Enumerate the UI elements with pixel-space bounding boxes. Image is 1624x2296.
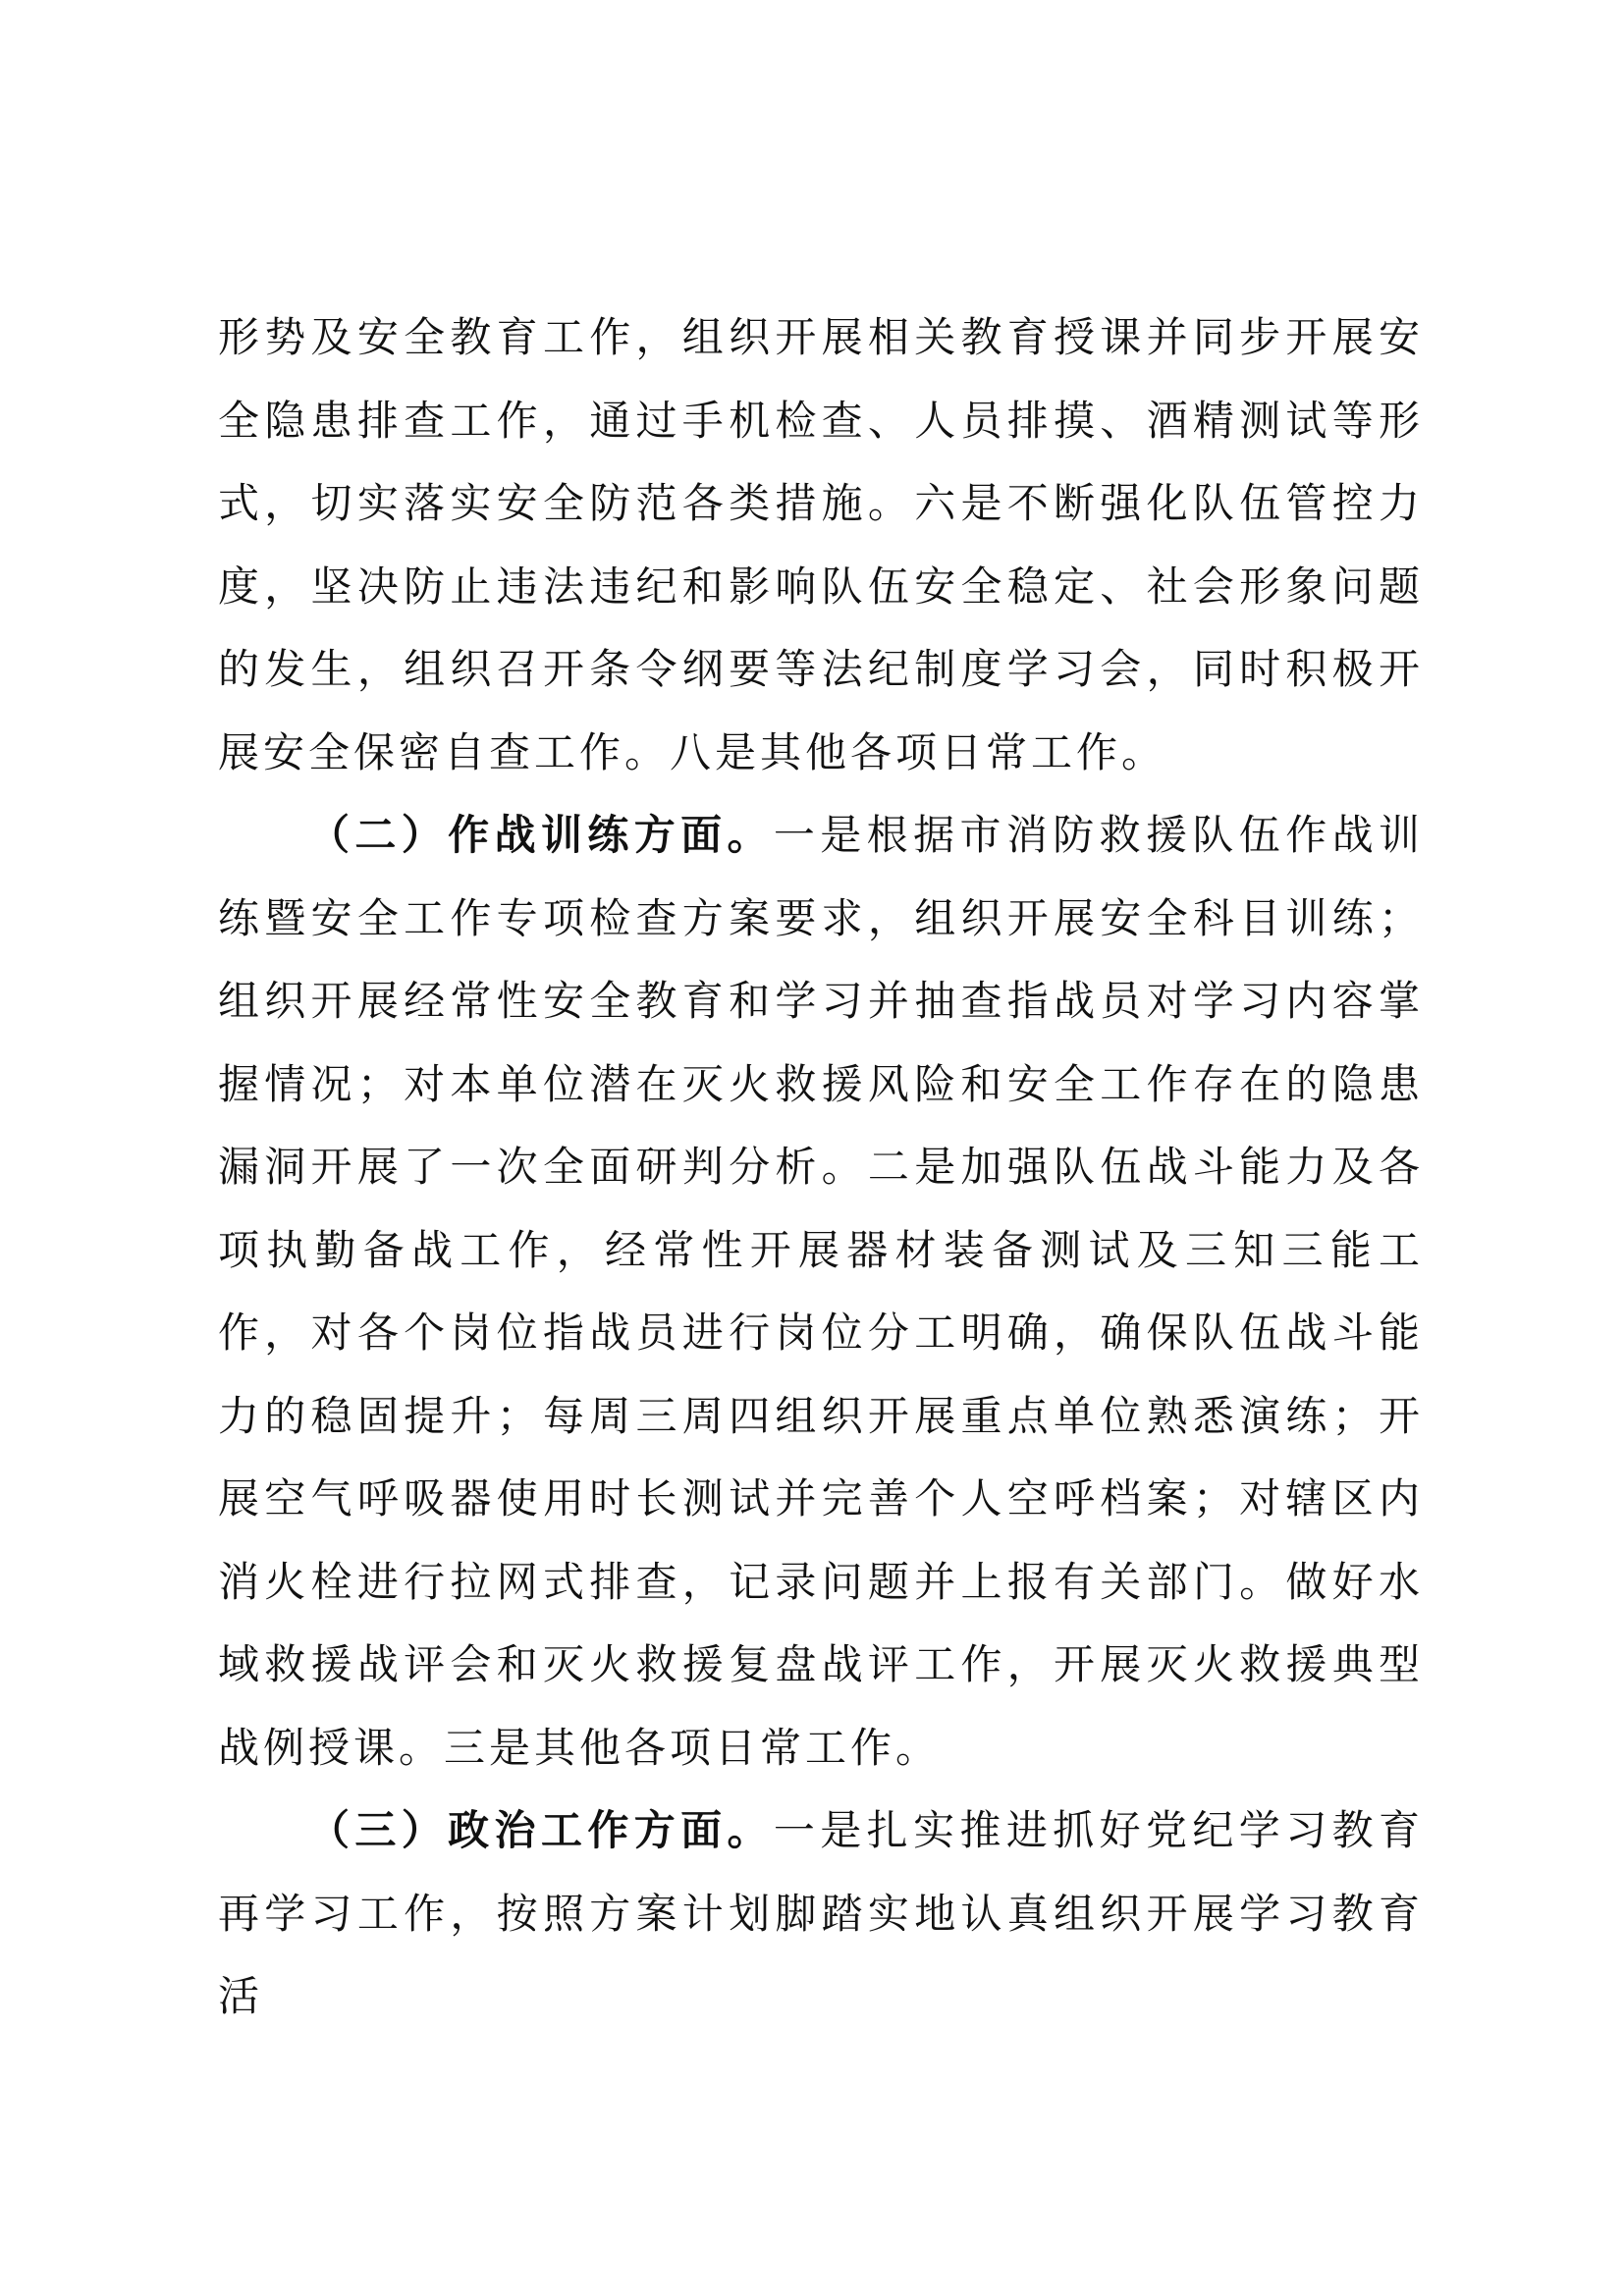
- section-heading: （二）作战训练方面。: [308, 811, 774, 859]
- paragraph-continuation: [218, 296, 1424, 794]
- document-body: [218, 296, 1424, 2039]
- paragraph-text: 一是扎实推进抓好党纪学习教育再学习工作，按照方案计划脚踏实地认真组织开展学习教育活: [218, 1806, 1424, 2020]
- paragraph-text: 一是根据市消防救援队伍作战训练暨安全工作专项检查方案要求，组织开展安全科目训练；组织开展经常性安全教育和学习并抽查指战员对学习内容掌握情况；对本单位潜在灭火救援风险和安全工作存在的隐患漏洞开展了一次全面研判分析。二是加强队伍战斗能力及各项执勤备战工作，经常性开展器材装备测试及三知三能工作，对各个岗位指战员进行岗位分工明确，确保队伍战斗能力的稳固提升；每周三周四组织开展重点单位熟悉演练；开展空气呼吸器使用时长测试并完善个人空呼档案；对辖区内消火栓进行拉网式排查，记录问题并上报有关部门。做好水域救援战评会和灭火救援复盘战评工作，开展灭火救援典型战例授课。三是其他各项日常工作。: [218, 811, 1424, 1772]
- paragraph-text: 形势及安全教育工作，组织开展相关教育授课并同步开展安全隐患排查工作，通过手机检查、人员排摸、酒精测试等形式，切实落实安全防范各类措施。六是不断强化队伍管控力度，坚决防止违法违纪和影响队伍安全稳定、社会形象问题的发生，组织召开条令纲要等法纪制度学习会，同时积极开展安全保密自查工作。八是其他各项日常工作。: [218, 313, 1424, 776]
- section-heading: （三）政治工作方面。: [308, 1806, 774, 1854]
- paragraph-combat-training: [218, 794, 1424, 1789]
- paragraph-political-work: [218, 1789, 1424, 2039]
